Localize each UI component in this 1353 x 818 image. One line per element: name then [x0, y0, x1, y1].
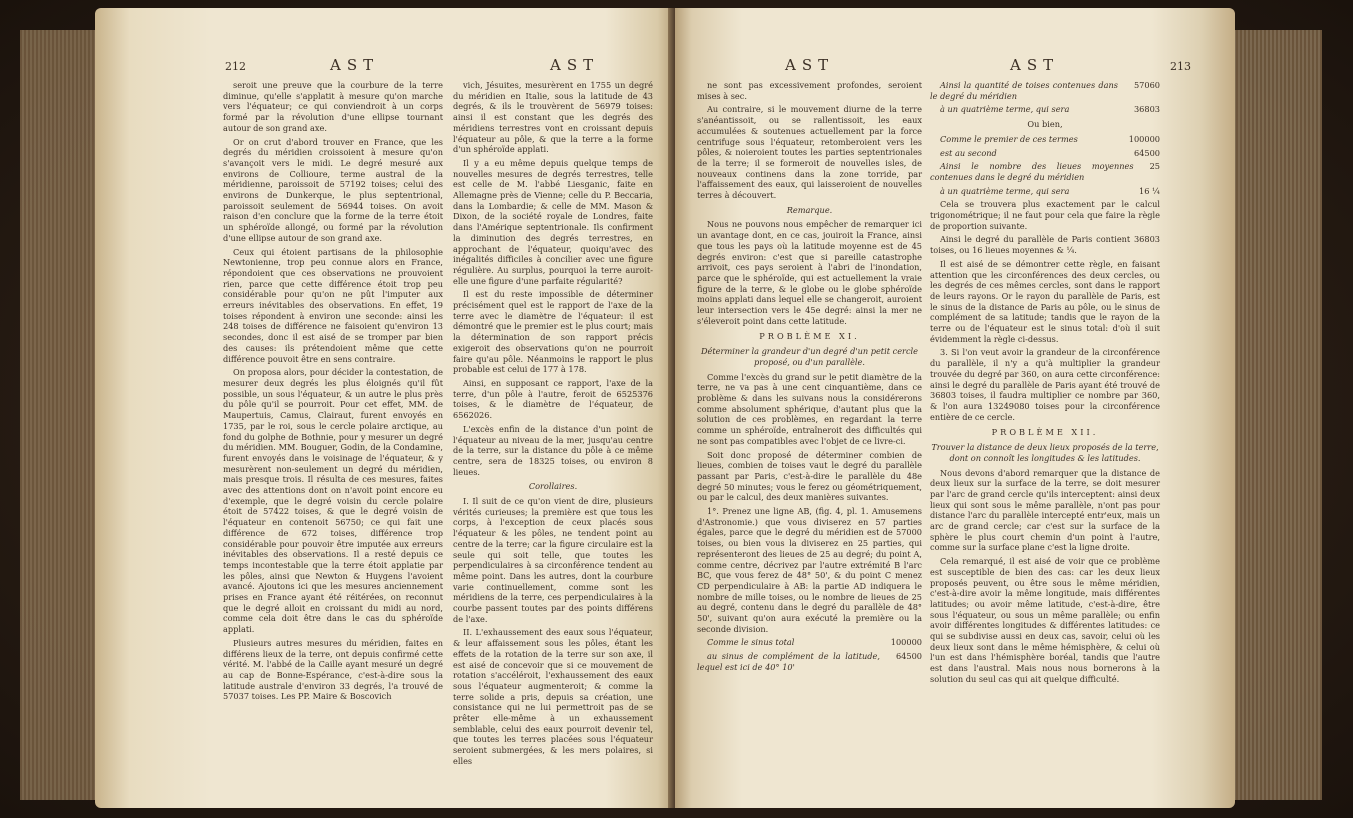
proportion-row: [930, 134, 1160, 145]
proportion-label: Ainsi le nombre des lieues moyennes contenues dans le degré du méridien: [930, 161, 1134, 182]
paragraph: II. L'exhaussement des eaux sous l'équateur, & leur affaissement sous les pôles, étant les effets de la rotation de la terre sur son axe, il est aisé de concevoir que si ce mouvement de rotation s'accéléroit, l'exhaussement des eaux sous l'équateur augmenteroit; & comme la terre solide a pris, depuis sa création, une consistance qui ne lui permettroit pas de se prêter elle-même à un exhaussement semblable, celui des eaux pourroit devenir tel, que toutes les terres placées sous l'équateur seroient submergées, & les mers polaires, si elles: [453, 627, 653, 766]
right-page-number: 213: [1170, 60, 1191, 73]
problem-title: Déterminer la grandeur d'un degré d'un petit cercle proposé, ou d'un parallèle.: [700, 346, 919, 367]
left-page-edges: [20, 30, 98, 800]
paragraph: Ainsi, en supposant ce rapport, l'axe de la terre, d'un pôle à l'autre, feroit de 6525376 toises, & le diamètre de l'équateur, de 6562026.: [453, 377, 653, 421]
paragraph: ne sont pas excessivement profondes, seroient mises à sec.: [697, 80, 922, 101]
paragraph: Or on crut d'abord trouver en France, que les degrés du méridien croissoient à mesure qu'on s'avançoit vers le midi. Le degré mesuré aux environs de Collioure, terme austral de la méridienne, paroissoit de 57192 toises; celui des environs de Dunkerque, le plus septentrional, paroissoit seulement de 56944 toises. On avoit raison d'en conclure que la forme de la terre étoit un sphéroïde allongé, ou formé par la révolution d'une ellipse autour de son grand axe.: [223, 136, 443, 243]
paragraph: Nous ne pouvons nous empêcher de remarquer ici un avantage dont, en ce cas, jouiroit la France, ainsi que tous les pays où la latitude moyenne est de 45 degrés environ: c'est que si pareille catastrophe arrivoit, ces pays seroient à l'abri de l'inondation, parce que le sphéroïde, qui est actuellement la vraie figure de la terre, & le globe ou le globe sphéroïde moins applati dans lequel elle se changeroit, auroient leur intersection vers le 45e degré: ainsi la mer ne s'éleveroit point dans cette latitude.: [697, 219, 922, 326]
proportion-row: [930, 148, 1160, 159]
paragraph: L'excès enfin de la distance d'un point de l'équateur au niveau de la mer, jusqu'au centre de la terre, sur la distance du pôle à ce même centre, sera de 18325 toises, ou environ 8 lieues.: [453, 423, 653, 477]
problem-heading: PROBLÈME XII.: [991, 427, 1099, 438]
paragraph: vich, Jésuites, mesurèrent en 1755 un degré du méridien en Italie, sous la latitude de 43 degrés, & ils le trouvèrent de 56979 toises: ainsi il est constant que les degrés des méridiens terrestres vont en croissant depuis l'équateur au pôle, & que la terre a la forme d'un sphéroïde applati.: [453, 80, 653, 155]
left-header-col1: AST: [330, 56, 380, 74]
paragraph: I. Il suit de ce qu'on vient de dire, plusieurs vérités curieuses; la première est que tous les corps, à l'exception de ceux placés sous l'équateur & les pôles, ne tendent point au centre de la terre; car la figure circulaire est la seule qui soit telle, que toutes les perpendiculaires à sa circonférence tendent au même point. Dans les autres, dont la courbure varie continuellement, comme sont les méridiens de la terre, ces perpendiculaires à la courbe passent toutes par des points différens de l'axe.: [453, 496, 653, 624]
section-heading: Remarque.: [786, 204, 833, 215]
proportion-row: [930, 104, 1160, 115]
paragraph: Il y a eu même depuis quelque temps de nouvelles mesures de degrés terrestres, telle est celle de M. l'abbé Liesganic, faite en Allemagne près de Vienne; celle du P. Beccaria, dans la Lombardie; & celle de MM. Mason & Dixon, de la société royale de Londres, faite dans l'Amérique septentrionale. Ils confirment la diminution des degrés terrestres, en approchant de l'équateur, quoiqu'avec des inégalités difficiles à concilier avec une figure régulière. Au surplus, pourquoi la terre auroit-elle une figure d'une parfaite régularité?: [453, 157, 653, 286]
paragraph: seroit une preuve que la courbure de la terre diminue, qu'elle s'applatit à mesure qu'on marche vers l'équateur; ce qui conviendroit à un corps formé par la révolution d'une ellipse tournant autour de son grand axe.: [223, 80, 443, 133]
paragraph: On proposa alors, pour décider la contestation, de mesurer deux degrés les plus éloignés qu'il fût possible, un sous l'équateur, & un autre le plus près du pôle qu'il se pourroit. Pour cet effet, MM. de Maupertuis, Camus, Clairaut, furent envoyés en 1735, par le roi, sous le cercle polaire arctique, au fond du golphe de Bothnie, pour y mesurer un degré du méridien. MM. Bouguer, Godin, de la Condamine, furent envoyés dans le voisinage de l'équateur, & y mesurèrent non-seulement un degré du méridien, mais presque trois. Il résulta de ces mesures, faites avec des attentions dont on n'avoit point encore eu d'exemple, que le degré voisin du cercle polaire étoit de 57422 toises, & que le degré voisin de l'équateur en contenoit 56750; ce qui fait une différence de 672 toises, différence trop considérable pour pouvoir être imputée aux erreurs inévitables des observations. Il a resté depuis ce temps incontestable que la terre étoit applatie par les pôles, ainsi que Newton & Huygens l'avoient avancé. Ajoutons ici que les mesures anciennement prises en France ayant été réitérées, on reconnut que le degré alloit en croissant du midi au nord, comme cela doit être dans le cas du sphéroïde applati.: [223, 367, 443, 635]
proportion-label: à un quatrième terme, qui sera: [940, 104, 1070, 115]
paragraph: Comme l'excès du grand sur le petit diamètre de la terre, ne va pas à une cent cinquantième, dans ce problème & dans les suivans nous la considérerons comme absolument sphérique, d'autant plus que la solution de ces problèmes, en regardant la terre comme un sphéroïde, entraîneroit des difficultés qui ne sont pas compatibles avec l'objet de ce livre-ci.: [697, 371, 922, 446]
paragraph: 1°. Prenez une ligne AB, (fig. 4, pl. 1. Amusemens d'Astronomie.) que vous diviserez en 57 parties égales, parce que le degré du méridien est de 57000 toises, ou bien vous la diviserez en 25 parties, qui représenteront des lieues de 25 au degré; du point A, comme centre, décrivez par l'autre extrémité B l'arc BC, que vous ferez de 48° 50', & du point C menez CD perpendiculaire à AB: la partie AD indiquera le nombre de mille toises, ou le nombre de lieues de 25 au degré, contenu dans le degré du parallèle de 48° 50', suivant qu'on aura exécuté la première ou la seconde division.: [697, 506, 922, 634]
paragraph: Nous devons d'abord remarquer que la distance de deux lieux sur la surface de la terre, se doit mesurer par l'arc de grand cercle qu'ils interceptent: ainsi deux lieux qui sont sous le même parallèle, n'ont pas pour distance l'arc du parallèle intercepté entr'eux, mais un arc de grand cercle; car c'est sur la surface de la sphère le plus court chemin d'un point à l'autre, comme sur la surface plane c'est la ligne droite.: [930, 467, 1160, 553]
right-column-2: [930, 80, 1160, 688]
proportion-row: [930, 161, 1160, 182]
left-column-2: [453, 80, 653, 770]
right-column-1: [697, 80, 922, 676]
proportion-value: 36803: [1133, 104, 1160, 115]
proportion-label: est au second: [940, 147, 997, 158]
right-header-col1: AST: [785, 56, 835, 74]
paragraph: Soit donc proposé de déterminer combien de lieues, combien de toises vaut le degré du parallèle passant par Paris, c'est-à-dire le parallèle du 48e degré 50 minutes; vous le ferez ou géométriquement, ou par le calcul, des deux manières suivantes.: [697, 449, 922, 503]
proportion-value: 25: [1149, 161, 1160, 172]
paragraph: Au contraire, si le mouvement diurne de la terre s'anéantissoit, ou se rallentissoit, les eaux accumulées & soutenues actuellement par la force centrifuge sous l'équateur, retomberoient vers les pôles, & noieroient toutes les parties septentrionales de la terre; il se formeroit de nouvelles isles, de nouveaux continens dans la zone torride, par l'affaissement des eaux, qui laisseroient de nouvelles terres à découvert.: [697, 104, 922, 201]
left-page-number: 212: [225, 60, 246, 73]
paragraph: Cela se trouvera plus exactement par le calcul trigonométrique; il ne faut pour cela que faire la règle de proportion suivante.: [930, 199, 1160, 231]
paragraph: Il est aisé de se démontrer cette règle, en faisant attention que les circonférences des deux cercles, ou les degrés de ces mêmes cercles, sont dans le rapport de leurs rayons. Or le rayon du parallèle de Paris, est le sinus de la distance de Paris au pôle, ou le sinus de complément de sa latitude; tandis que le rayon de la terre ou de l'équateur est le sinus total: d'où il suit évidemment la règle ci-dessus.: [930, 258, 1160, 344]
proportion-label: au sinus de complément de la latitude, lequel est ici de 40° 10': [697, 651, 880, 672]
proportion-row: [697, 651, 922, 672]
paragraph: Plusieurs autres mesures du méridien, faites en différens lieux de la terre, ont depuis confirmé cette vérité. M. l'abbé de la Caille ayant mesuré un degré au cap de Bonne-Espérance, c'est-à-dire sous la latitude australe d'environ 33 degrés, l'a trouvé de 57037 toises. Les PP. Maire & Boscovich: [223, 637, 443, 702]
right-page: [675, 8, 1235, 808]
problem-heading: PROBLÈME XI.: [759, 331, 860, 342]
connector-text: Ou bien,: [1027, 119, 1063, 130]
proportion-row: [697, 637, 922, 648]
proportion-label: Comme le premier de ces termes: [940, 133, 1078, 144]
paragraph: Ceux qui étoient partisans de la philosophie Newtonienne, trop peu connue alors en France, répondoient que ces observations ne prouvoient rien, parce que cette différence étoit trop peu considérable pour qu'on ne pût l'imputer aux erreurs inévitables des observations. En effet, 19 toises répondent à environ une seconde: ainsi les 248 toises de différence ne faisoient qu'environ 13 secondes, donc il est aisé de se tromper par bien des causes: ils prétendoient même que cette différence pouvoit être en sens contraire.: [223, 246, 443, 364]
right-header-col2: AST: [1010, 56, 1060, 74]
proportion-value: 16 ¼: [1139, 185, 1160, 196]
proportion-label: Ainsi la quantité de toises contenues dans le degré du méridien: [930, 80, 1118, 101]
left-page: [95, 8, 675, 808]
right-page-edges: [1232, 30, 1322, 800]
proportion-row: [930, 80, 1160, 101]
section-heading: Corollaires.: [528, 481, 578, 492]
proportion-label: à un quatrième terme, qui sera: [940, 185, 1070, 196]
problem-title: Trouver la distance de deux lieux proposés de la terre, dont on connoît les longitudes & les latitudes.: [931, 442, 1159, 463]
left-column-1: [223, 80, 443, 705]
proportion-value: 100000: [890, 637, 922, 648]
proportion-value: 57060: [1133, 80, 1160, 90]
left-header-col2: AST: [550, 56, 600, 74]
proportion-value: 64500: [895, 651, 922, 662]
proportion-value: 100000: [1128, 133, 1160, 144]
proportion-row: [930, 186, 1160, 197]
paragraph: Ainsi le degré du parallèle de Paris contient 36803 toises, ou 16 lieues moyennes & ¼.: [930, 234, 1160, 256]
proportion-value: 64500: [1133, 147, 1160, 158]
paragraph: Cela remarqué, il est aisé de voir que ce problème est susceptible de bien des cas: car les deux lieux proposés peuvent, ou être sous le même méridien, c'est-à-dire avoir la même longitude, mais différentes latitudes; ou avoir même latitude, c'est-à-dire, être sous l'équateur, ou sous un même parallèle; ou enfin avoir différentes longitudes & différentes latitudes: ce qui se subdivise aussi en deux cas, savoir, celui où les deux lieux sont dans le même hémisphère, & celui où l'un est dans l'hémisphère boréal, tandis que l'autre est dans l'austral. Mais nous nous bornerons à la solution du seul cas qui ait quelque difficulté.: [930, 556, 1160, 684]
paragraph: 3. Si l'on veut avoir la grandeur de la circonférence du parallèle, il n'y a qu'à multiplier la grandeur trouvée du degré par 360, on aura cette circonférence: ainsi le degré du parallèle de Paris ayant été trouvé de 36803 toises, il faudra multiplier ce nombre par 360, & l'on aura 13249080 toises pour la circonférence entière de ce cercle.: [930, 347, 1160, 422]
paragraph: Il est du reste impossible de déterminer précisément quel est le rapport de l'axe de la terre avec le diamètre de l'équateur: il est démontré que le premier est le plus court; mais la détermination de son rapport précis exigeroit des observations qu'on ne pourroit faire qu'au pôle. Néanmoins le rapport le plus probable est celui de 177 à 178.: [453, 289, 653, 375]
proportion-label: Comme le sinus total: [707, 637, 795, 648]
